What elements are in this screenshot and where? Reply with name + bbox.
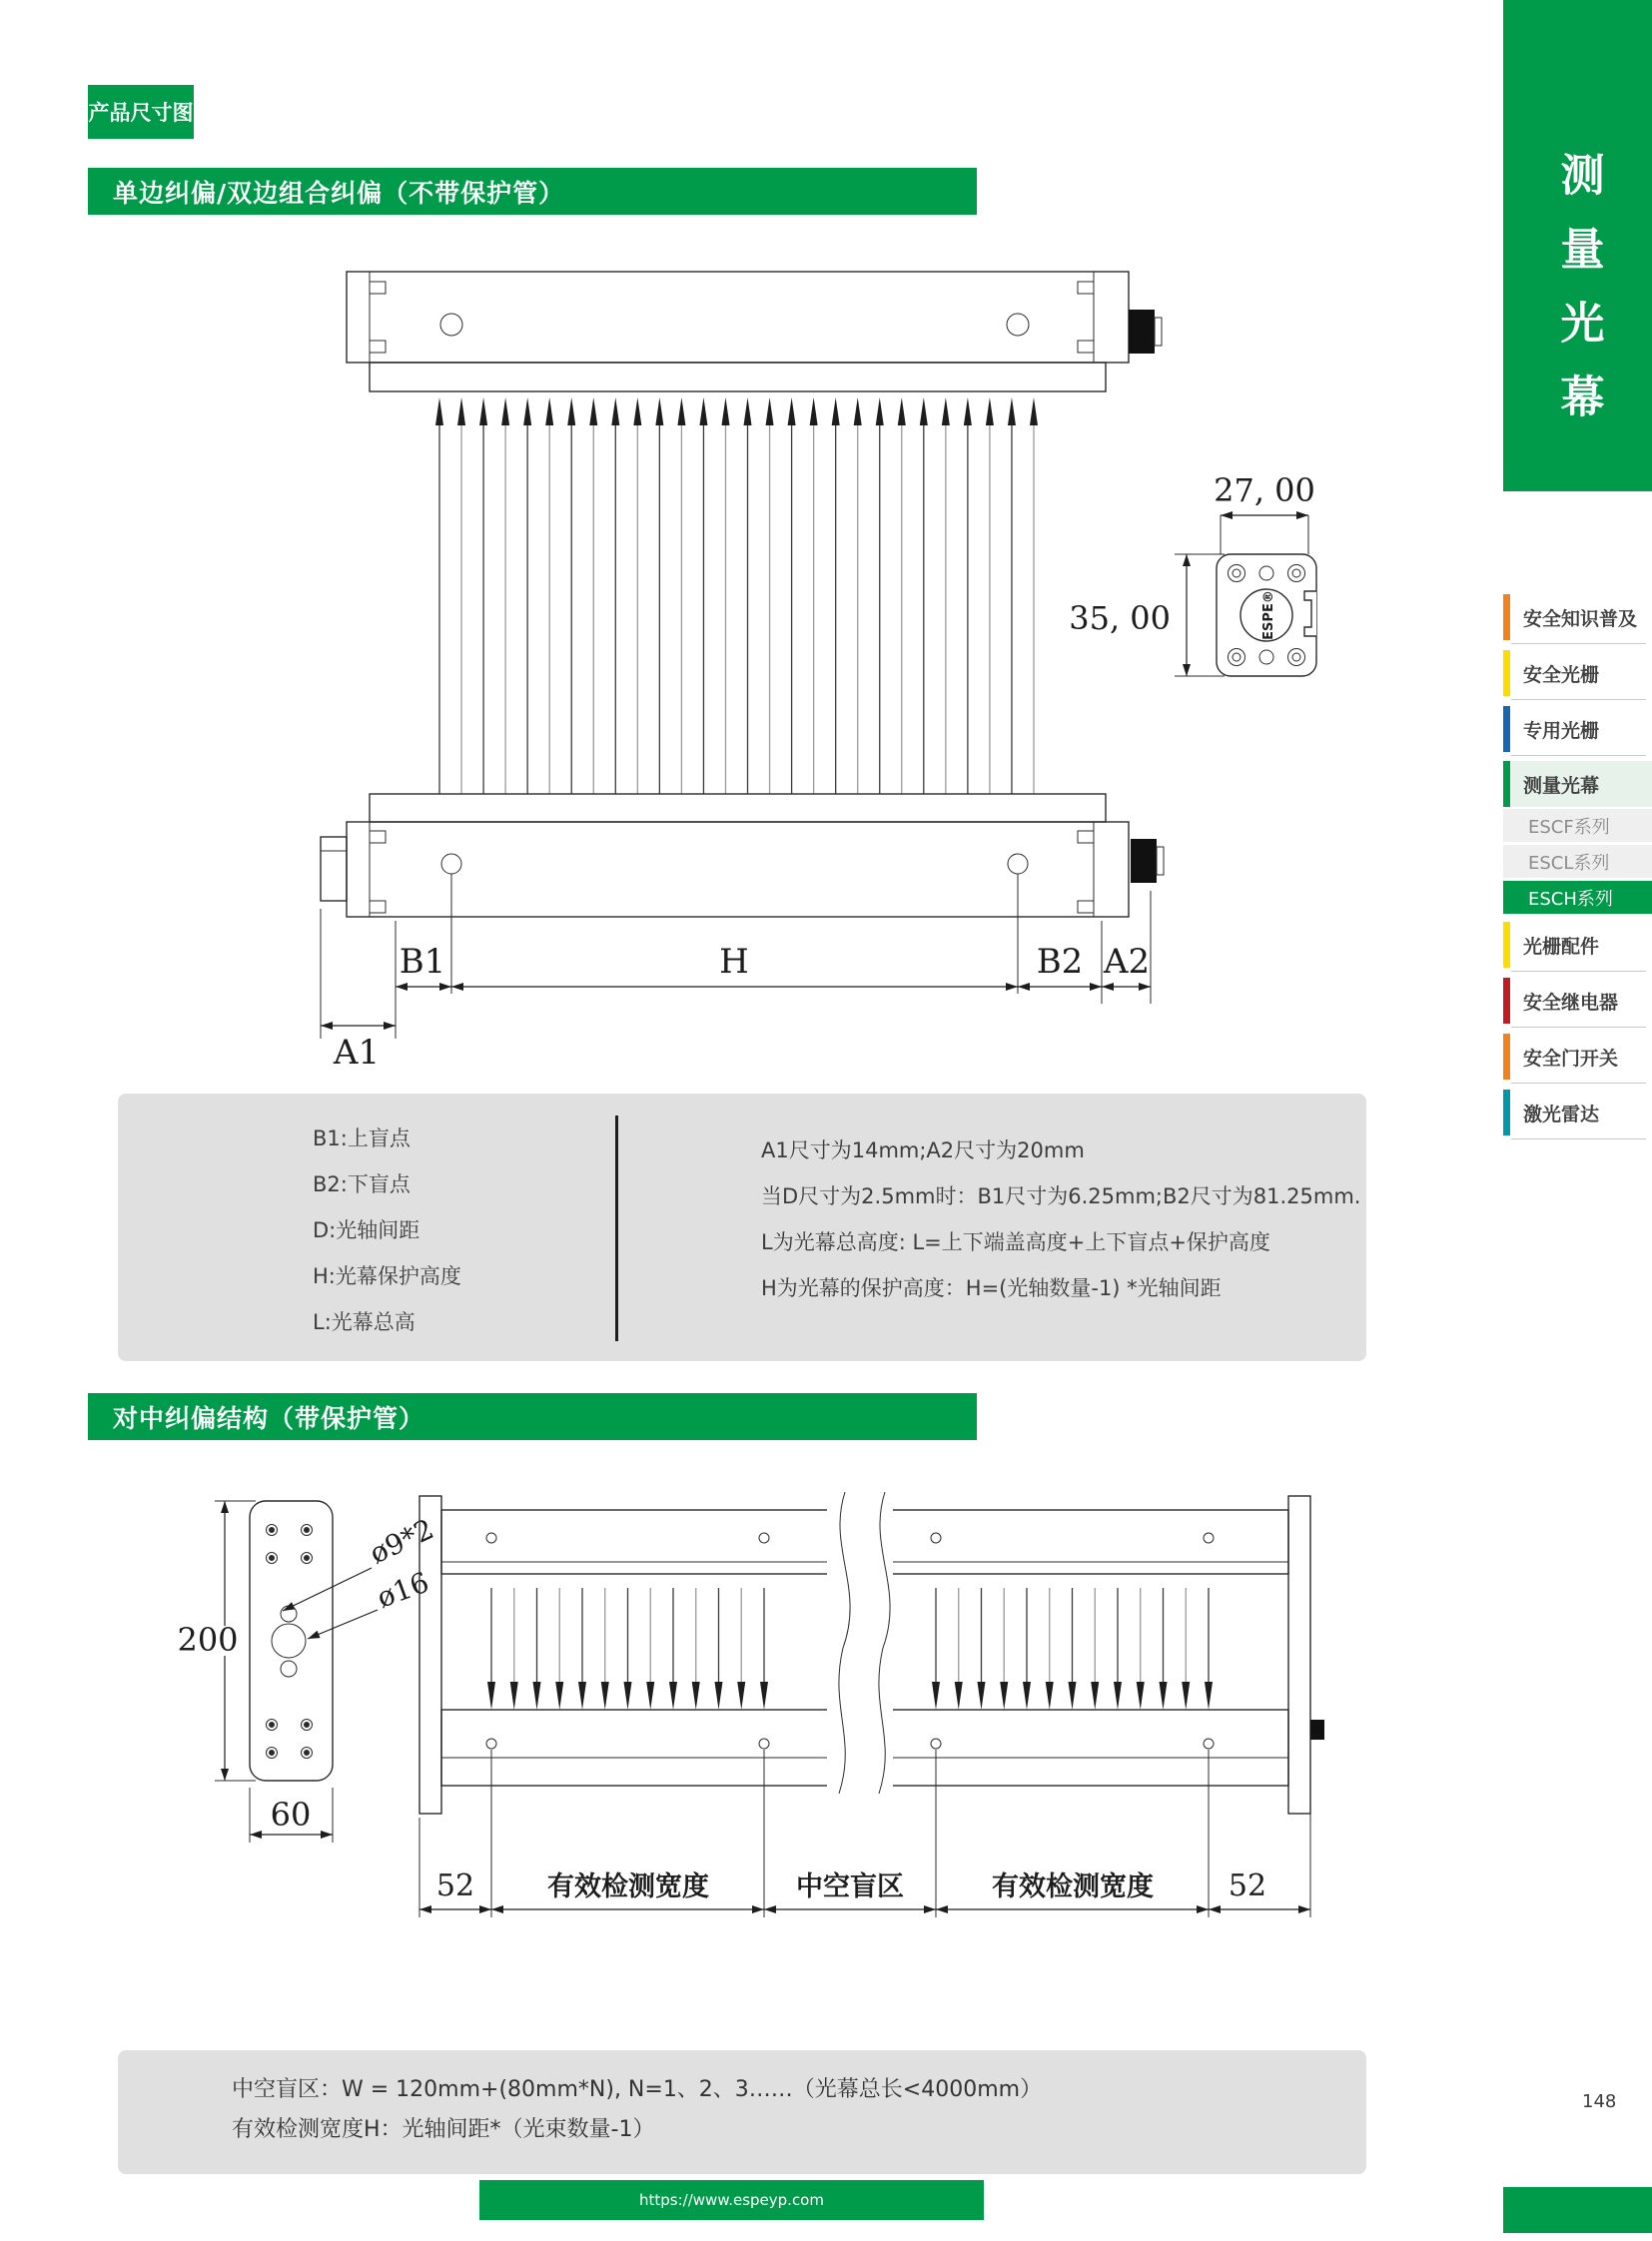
- footer-url: https://www.espeyp.com: [639, 2191, 824, 2209]
- sidebar-subitem-esch[interactable]: ESCH系列: [1503, 881, 1652, 914]
- accent-bar: [1503, 594, 1510, 640]
- dim-h-label: H: [719, 942, 749, 982]
- sidebar-divider: [1511, 1083, 1646, 1084]
- detect-width-right-label: 有效检测宽度: [992, 1871, 1154, 1902]
- formula-line: 中空盲区：W = 120mm+(80mm*N), N=1、2、3……（光幕总长<4000mm）: [232, 2077, 1043, 2102]
- beam-group-right: [932, 1588, 1213, 1710]
- light-beams: [435, 397, 1038, 794]
- plate-width-label: 60: [270, 1796, 312, 1834]
- sidebar-item-laser-radar[interactable]: 激光雷达: [1503, 1090, 1652, 1135]
- sidebar-item-safety-door-switch[interactable]: 安全门开关: [1503, 1034, 1652, 1080]
- mounting-plate: [177, 1501, 438, 1843]
- legend-line: H为光幕的保护高度：H=(光轴数量-1) *光轴间距: [761, 1276, 1222, 1300]
- detect-width-left-label: 有效检测宽度: [547, 1871, 709, 1902]
- mounting-hole: [1007, 314, 1029, 336]
- emitter-connector: [1129, 310, 1155, 354]
- corner-green-strip: [1503, 2187, 1652, 2233]
- curtain-assembly: [419, 1488, 1324, 1814]
- espe-logo: ESPE®: [1261, 590, 1276, 640]
- sidebar-item-measuring-curtain[interactable]: 测量光幕: [1503, 761, 1652, 807]
- legend-divider: [615, 1116, 618, 1341]
- page-title: 产品尺寸图: [88, 101, 194, 125]
- sidebar-item-safety-grating[interactable]: 安全光栅: [1503, 650, 1652, 696]
- sidebar-divider: [1511, 1138, 1646, 1139]
- section2-banner: [88, 1393, 977, 1440]
- legend-right-column: [761, 1127, 1360, 1311]
- mounting-hole: [440, 314, 462, 336]
- legend-left-column: [313, 1116, 461, 1345]
- section-height-label: 35, 00: [1069, 599, 1171, 637]
- section1-banner: [88, 168, 977, 215]
- dimension-chain: [321, 891, 1151, 1069]
- dim-b2-label: B2: [1036, 942, 1084, 982]
- legend-line: L:光幕总高: [313, 1310, 415, 1334]
- hollow-blind-label: 中空盲区: [796, 1871, 904, 1902]
- sidebar-divider: [1511, 755, 1646, 756]
- accent-bar: [1503, 922, 1510, 968]
- sidebar-vertical-title: 测量光幕: [1552, 152, 1604, 447]
- sidebar-divider: [1511, 971, 1646, 972]
- diagram-with-tube: [140, 1458, 1378, 1937]
- legend-line: A1尺寸为14mm;A2尺寸为20mm: [761, 1138, 1085, 1162]
- formula-box: [118, 2050, 1366, 2174]
- page-title-badge: [88, 85, 194, 139]
- page-number: 148: [1582, 2091, 1617, 2112]
- accent-bar: [1503, 761, 1510, 807]
- receiver-connector: [1131, 839, 1157, 883]
- formula-lines: [232, 2070, 1042, 2150]
- section1-title: 单边纠偏/双边组合纠偏（不带保护管）: [113, 178, 565, 208]
- accent-bar: [1503, 706, 1510, 752]
- accent-bar: [1503, 1034, 1510, 1080]
- left-end-dim: 52: [435, 1868, 475, 1903]
- legend-line: B1:上盲点: [313, 1126, 411, 1150]
- plate-height-label: 200: [177, 1621, 239, 1659]
- cross-section: [1069, 471, 1316, 676]
- connector-nub: [1310, 1720, 1324, 1740]
- accent-bar: [1503, 978, 1510, 1024]
- end-cap: [321, 837, 347, 901]
- section-width-label: 27, 00: [1214, 471, 1315, 509]
- section2-title: 对中纠偏结构（带保护管）: [113, 1403, 425, 1433]
- legend-line: D:光轴间距: [313, 1218, 420, 1242]
- mounting-hole: [441, 854, 461, 874]
- center-hole-label: ø16: [373, 1565, 433, 1615]
- legend-box: [118, 1094, 1366, 1361]
- sidebar-item-grating-accessories[interactable]: 光栅配件: [1503, 922, 1652, 968]
- sidebar-item-special-grating[interactable]: 专用光栅: [1503, 706, 1652, 752]
- sidebar-subitem-escf[interactable]: ESCF系列: [1503, 809, 1652, 842]
- sidebar-divider: [1511, 699, 1646, 700]
- sidebar-category-banner: [1503, 0, 1652, 491]
- accent-bar: [1503, 650, 1510, 696]
- legend-line: 当D尺寸为2.5mm时：B1尺寸为6.25mm;B2尺寸为81.25mm.: [761, 1184, 1361, 1208]
- mounting-hole: [1008, 854, 1028, 874]
- formula-line: 有效检测宽度H：光轴间距*（光束数量-1）: [232, 2117, 655, 2142]
- sidebar-subitem-escl[interactable]: ESCL系列: [1503, 845, 1652, 878]
- sidebar-divider: [1511, 1027, 1646, 1028]
- legend-line: B2:下盲点: [313, 1172, 411, 1196]
- dim-a1-label: A1: [333, 1033, 381, 1069]
- right-end-plate: [1288, 1496, 1310, 1814]
- emitter-bar: [347, 272, 1162, 391]
- legend-line: H:光幕保护高度: [313, 1264, 461, 1288]
- footer-url-bar[interactable]: [479, 2180, 984, 2220]
- small-holes-label: ø9*2: [365, 1512, 439, 1571]
- dim-a2-label: A2: [1103, 942, 1151, 982]
- legend-line: L为光幕总高度: L=上下端盖高度+上下盲点+保护高度: [761, 1230, 1270, 1254]
- sidebar-item-safety-relay[interactable]: 安全继电器: [1503, 978, 1652, 1024]
- diagram-no-tube: [140, 240, 1378, 1069]
- sidebar-divider: [1511, 643, 1646, 644]
- accent-bar: [1503, 1090, 1510, 1135]
- beam-group-left: [487, 1588, 768, 1710]
- right-end-dim: 52: [1228, 1868, 1267, 1903]
- sidebar-item-safety-knowledge[interactable]: 安全知识普及: [1503, 594, 1652, 640]
- dim-b1-label: B1: [399, 942, 446, 982]
